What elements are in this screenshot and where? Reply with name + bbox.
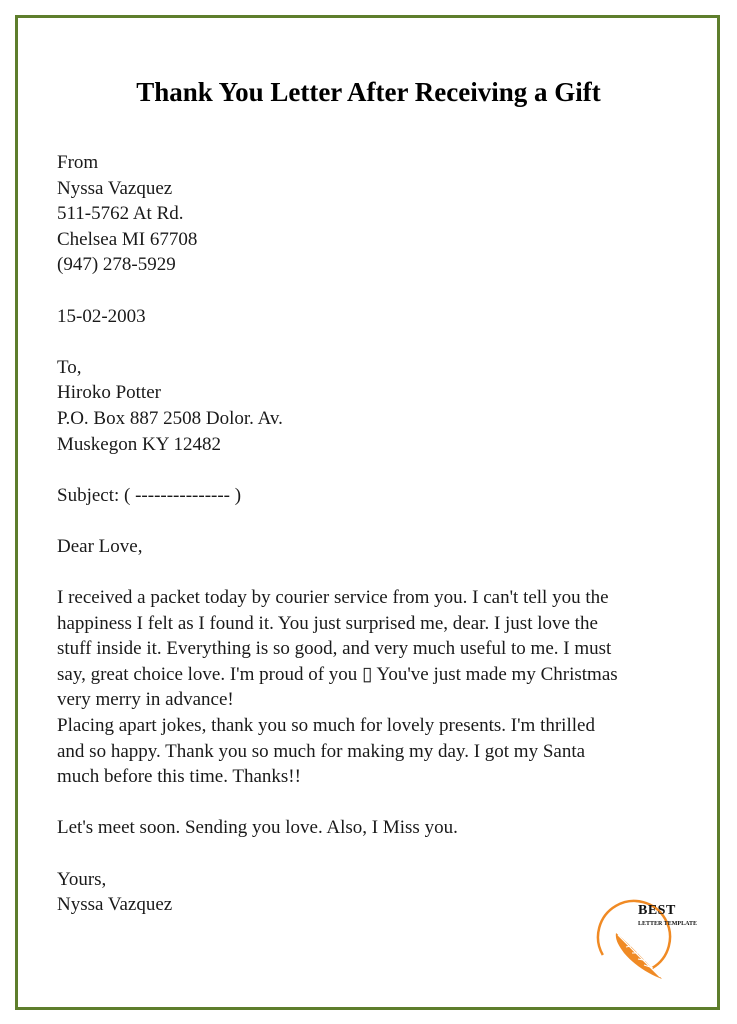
sender-label: From xyxy=(57,152,99,173)
best-letter-template-logo xyxy=(596,895,706,985)
sender-city: Chelsea MI 67708 xyxy=(57,228,198,250)
signature-name: Nyssa Vazquez xyxy=(57,894,173,916)
paragraph-1 xyxy=(57,585,697,713)
paragraph-line: and so happy. Thank you so much for making my day. I got my Santa xyxy=(57,740,586,762)
recipient-street: P.O. Box 887 2508 Dolor. Av. xyxy=(57,407,283,429)
logo-subtitle: LETTER TEMPLATE xyxy=(638,921,697,927)
paragraph-line: stuff inside it. Everything is so good, and very much useful to me. I must xyxy=(57,638,612,660)
paragraph-line: much before this time. Thanks!! xyxy=(57,766,301,788)
salutation: Dear Love, xyxy=(57,535,143,557)
recipient-name: Hiroko Potter xyxy=(57,382,161,404)
sender-street: 511-5762 At Rd. xyxy=(57,203,184,225)
sender-block xyxy=(57,150,697,278)
recipient-label: To, xyxy=(57,356,82,378)
paragraph-line: say, great choice love. I'm proud of you ▯ You've just made my Christmas xyxy=(57,663,618,685)
subject-line: Subject: ( --------------- ) xyxy=(57,484,242,506)
paragraph-line: very merry in advance! xyxy=(57,689,234,711)
closing-line: Let's meet soon. Sending you love. Also, I Miss you. xyxy=(57,817,458,839)
letter-body xyxy=(57,150,697,918)
paragraph-2 xyxy=(57,713,697,790)
sender-name: Nyssa Vazquez xyxy=(57,177,173,199)
logo-word: BEST xyxy=(638,903,676,918)
paragraph-line: happiness I felt as I found it. You just surprised me, dear. I just love the xyxy=(57,612,598,634)
recipient-block xyxy=(57,355,697,457)
sender-phone: (947) 278-5929 xyxy=(57,254,176,276)
paragraph-line: Placing apart jokes, thank you so much for lovely presents. I'm thrilled xyxy=(57,715,595,737)
letter-date: 15-02-2003 xyxy=(57,305,146,327)
recipient-city: Muskegon KY 12482 xyxy=(57,433,221,455)
letter-title: Thank You Letter After Receiving a Gift xyxy=(136,77,601,107)
signoff: Yours, xyxy=(57,868,107,890)
paragraph-line: I received a packet today by courier service from you. I can't tell you the xyxy=(57,587,609,609)
